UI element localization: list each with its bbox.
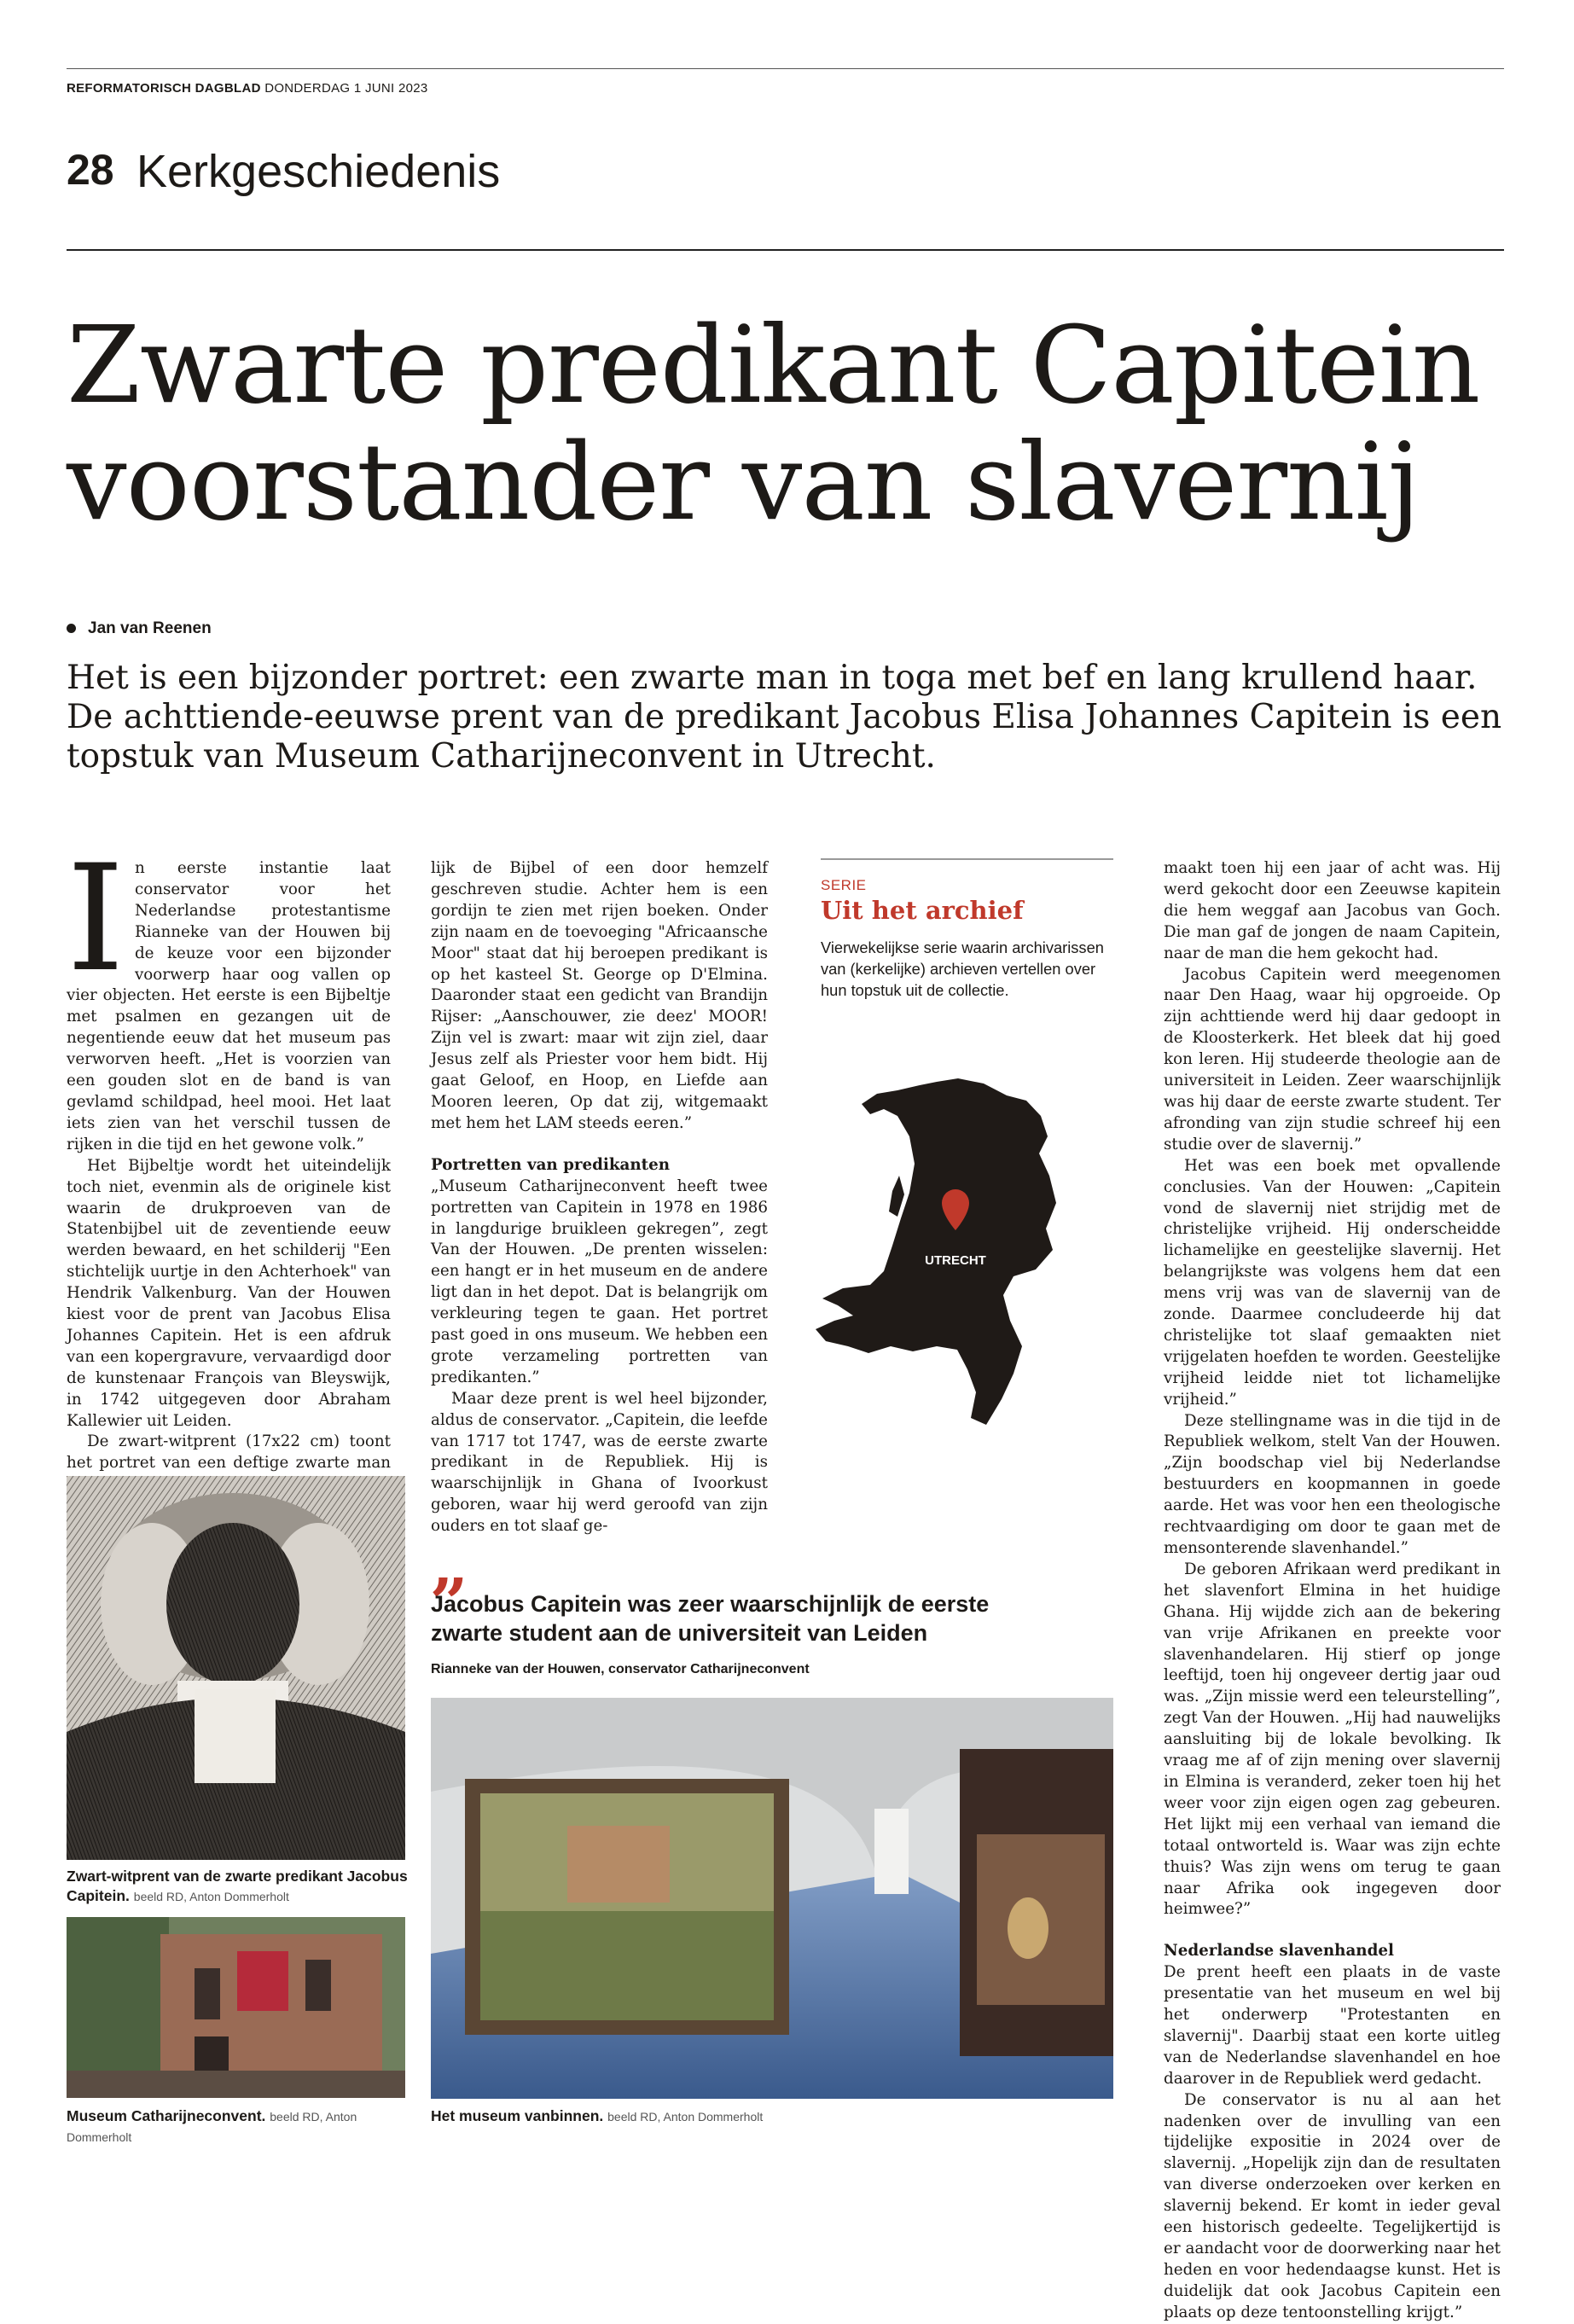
byline-bullet-icon (67, 624, 76, 633)
map-shape (816, 1078, 1056, 1425)
portrait-caption (67, 1867, 408, 1907)
quote-mark-icon: „ (431, 1526, 469, 1604)
paragraph: De prent heeft een plaats in de vaste presentatie van het museum en wel bij het onderwerp "Protestanten en slavernij". Daarbij staat een korte uitleg van de Nederlandse slavenhandel en hoe daarover in de Republiek werd gedacht. (1164, 1963, 1501, 2088)
paragraph: Jacobus Capitein werd meegenomen naar Den Haag, waar hij opgroeide. Op zijn achttiende werd hij daar gedoopt in de Kloosterkerk. Het bleek dat hij goed kon leren. Hij studeerde theologie aan de universiteit in Leiden. Zeer waarschijnlijk was hij daar de eerste zwarte student. Ter afronding van zijn studie schreef hij een studie over de slavernij.” (1164, 965, 1501, 1153)
paragraph: „Museum Catharijneconvent heeft twee portretten van Capitein in 1978 en 1986 in langdurige bruikleen gekregen”, zegt Van der Houwen. „De prenten wisselen: een hangt er in het museum en de andere ligt dan in het depot. Dat is belangrijk om verkleuring tegen te gaan. Het portret past goed in ons museum. We hebben een grote verzameling portretten van predikanten.” (431, 1177, 768, 1386)
convent-photo-image (67, 1917, 405, 2098)
article-column-4 (1164, 858, 1501, 2324)
serie-description: Vierwekelijkse serie waarin archivarissen van (kerkelijke) archieven vertellen over hun topstuk uit de collectie. (821, 938, 1104, 999)
section-title: Kerkgeschiedenis (136, 146, 501, 197)
article-column-1 (67, 833, 391, 1538)
article-column-2 (431, 858, 768, 1537)
paragraph: Het Bijbeltje wordt het uiteindelijk toch niet, evenmin als de originele kist waarin de drukproeven van de Statenbijbel uit de zeventiende eeuw werden bewaard, en het schilderij "Een stichtelijk uurtje in den Achterhoek" van Hendrik Valkenburg. Van der Houwen kiest voor de prent van Jacobus Elisa Johannes Capitein. Het is een afdruk van een kopergravure, vervaardigd door de kunstenaar François van Bleyswijk, in 1742 uitgegeven door Abraham Kallewier uit Leiden. (67, 1156, 391, 1430)
serie-label: SERIE (821, 877, 867, 893)
page-number: 28 (67, 146, 114, 194)
paragraph: n eerste instantie laat conservator voor het Nederlandse protestantisme Rianneke van der Houwen bij de keuze voor een bijzonder voorwerp haar oog vallen op vier objecten. Het eerste is een Bijbeltje met psalmen en gezangen uit de negentiende eeuw dat het museum pas verworven heeft. „Het is voorzien van een gouden slot en de band is van gevlamd schildpad, heel mooi. Het laat iets zien van het verschil tussen de rijken in die tijd en het gewone volk.” (67, 859, 391, 1153)
caption-credit: beeld RD, Anton Dommerholt (133, 1890, 289, 1903)
paper-name: REFORMATORISCH DAGBLAD (67, 81, 261, 96)
caption-credit: beeld RD, Anton Dommerholt (607, 2110, 764, 2124)
quote-attribution: Rianneke van der Houwen, conservator Catharijneconvent (431, 1662, 810, 1676)
paragraph: Deze stellingname was in die tijd in de Republiek welkom, stelt Van der Houwen. „Zijn boodschap viel bij Nederlandse bestuurders en koopmannen in goede aarde. Het was voor hen een theologische rechtvaardiging om door te gaan met de mensonterende slavenhandel.” (1164, 1411, 1501, 1557)
subheading: Portretten van predikanten (431, 1155, 671, 1174)
pull-quote: Jacobus Capitein was zeer waarschijnlijk de eerste zwarte student aan de universiteit van Leiden (431, 1591, 990, 1646)
paragraph: maakt toen hij een jaar of acht was. Hij werd gekocht door een Zeeuwse kapitein die hem weggaf aan Jacobus van Goch. Die man gaf de jongen de naam Capitein, naar de man die hem gekocht had. (1164, 859, 1501, 962)
top-rule (67, 68, 1504, 69)
paragraph: De zwart-witprent (17x22 cm) toont het portret van een deftige zwarte man (67, 1432, 391, 1473)
serie-title: Uit het archief (821, 896, 1024, 925)
portrait-engraving-image (67, 1476, 405, 1860)
headline-line-1: Zwarte predikant Capitein (67, 304, 1480, 427)
paragraph: Het was een boek met opvallende conclusies. Van der Houwen: „Capitein vond de slavernij niet strijdig met de christelijke vrijheid. Hij onderscheidde lichamelijke en geestelijke slavernij. Het belangrijkste was volgens hem dat een mens vrij was van de slavernij van de zonde. Daarmee concludeerde hij dat christelijke tot slaaf gemaakten niet vrijgelaten hoefden te worden. Geestelijke vrijheid leidde niet tot lichamelijke vrijheid.” (1164, 1156, 1501, 1409)
caption-text: Museum Catharijneconvent. (67, 2107, 266, 2124)
paragraph: De conservator is nu al aan het nadenken over de invulling van een tijdelijke expositie in 2024 over de slavernij. „Hopelijk zijn dan de resultaten van diverse onderzoeken over kerken en slavernij bekend. Er komt in ieder geval een historisch gedeelte. Tegelijkertijd is er aandacht voor de doorwerking naar het heden en voor hedendaagse kunst. Het is duidelijk dat ook Jacobus Capitein een plaats op deze tentoonstelling krijgt.” (1164, 2090, 1501, 2321)
headline (67, 304, 1517, 544)
serie-rule (821, 858, 1113, 860)
map-label: UTRECHT (925, 1253, 986, 1268)
caption-text: Zwart-witprent van de zwarte predikant Jacobus Capitein. (67, 1868, 408, 1904)
caption-text: Het museum vanbinnen. (431, 2107, 604, 2124)
paragraph: Maar deze prent is wel heel bijzonder, aldus de conservator. „Capitein, die leefde van 1717 tot 1747, was de eerste zwarte predikant in de Republiek. Hij is waarschijnlijk in Ghana of Ivoorkust geboren, waar hij werd geroofd van zijn ouders en tot slaaf ge- (431, 1389, 768, 1536)
convent-caption (67, 2106, 408, 2147)
paragraph: lijk de Bijbel of een door hemzelf geschreven studie. Achter hem is een gordijn te zien met rijen boeken. Onder zijn naam en de toevoeging "Africaansche Moor" staat dat hij beroepen predikant is op het kasteel St. George op D'Elmina. Daaronder staat een gedicht van Brandijn Rijser: „Aanschouwer, zie deez' MOOR! Zijn vel is zwart: maar wit zijn ziel, daar Jesus zelf als Priester voor hem bidt. Hij gaat Geloof, en Hoop, en Liefde aan Mooren leeren, Op dat zij, witgemaakt met hem het LAM steeds eeren.” (431, 859, 768, 1132)
byline (67, 619, 212, 638)
museum-caption (431, 2106, 1113, 2127)
intro-lede: Het is een bijzonder portret: een zwarte man in toga met bef en lang krullend haar. De achttiende-eeuwse prent van de predikant Jacobus Elisa Johannes Capitein is een topstuk van Museum Catharijneconvent in Utrecht. (67, 659, 1502, 776)
masthead (67, 81, 428, 96)
drop-cap: I (67, 833, 125, 1004)
netherlands-map (809, 1075, 1065, 1433)
paragraph: De geboren Afrikaan werd predikant in het slavenfort Elmina in het huidige Ghana. Hij wijdde zich aan de bekering van vrije Afrikanen en preekte voor slavenhandelaren. Hij stierf op jonge leeftijd, toen hij ongeveer dertig jaar oud was. „Zijn missie werd een teleurstelling”, zegt Van der Houwen. „Hij had nauwelijks aansluiting bij de lokale bevolking. Ik vraag me af of zijn mening over slavernij in Elmina is veranderd, zeker toen hij het weer voor zijn eigen ogen zag gebeuren. Het lijkt mij een verhaal van iemand die totaal ontworteld is. Waar was zijn echte thuis? Was zijn wens om terug te gaan naar Afrika ook ingegeven door heimwee?” (1164, 1560, 1501, 1919)
author-name: Jan van Reenen (88, 619, 212, 637)
headline-line-2: voorstander van slavernij (67, 421, 1420, 544)
caption-credit: beeld RD, Anton Dommerholt (67, 2110, 357, 2144)
issue-date: DONDERDAG 1 JUNI 2023 (264, 81, 428, 96)
subheading: Nederlandse slavenhandel (1164, 1942, 1394, 1961)
museum-interior-image (431, 1698, 1113, 2099)
section-rule (67, 249, 1504, 251)
